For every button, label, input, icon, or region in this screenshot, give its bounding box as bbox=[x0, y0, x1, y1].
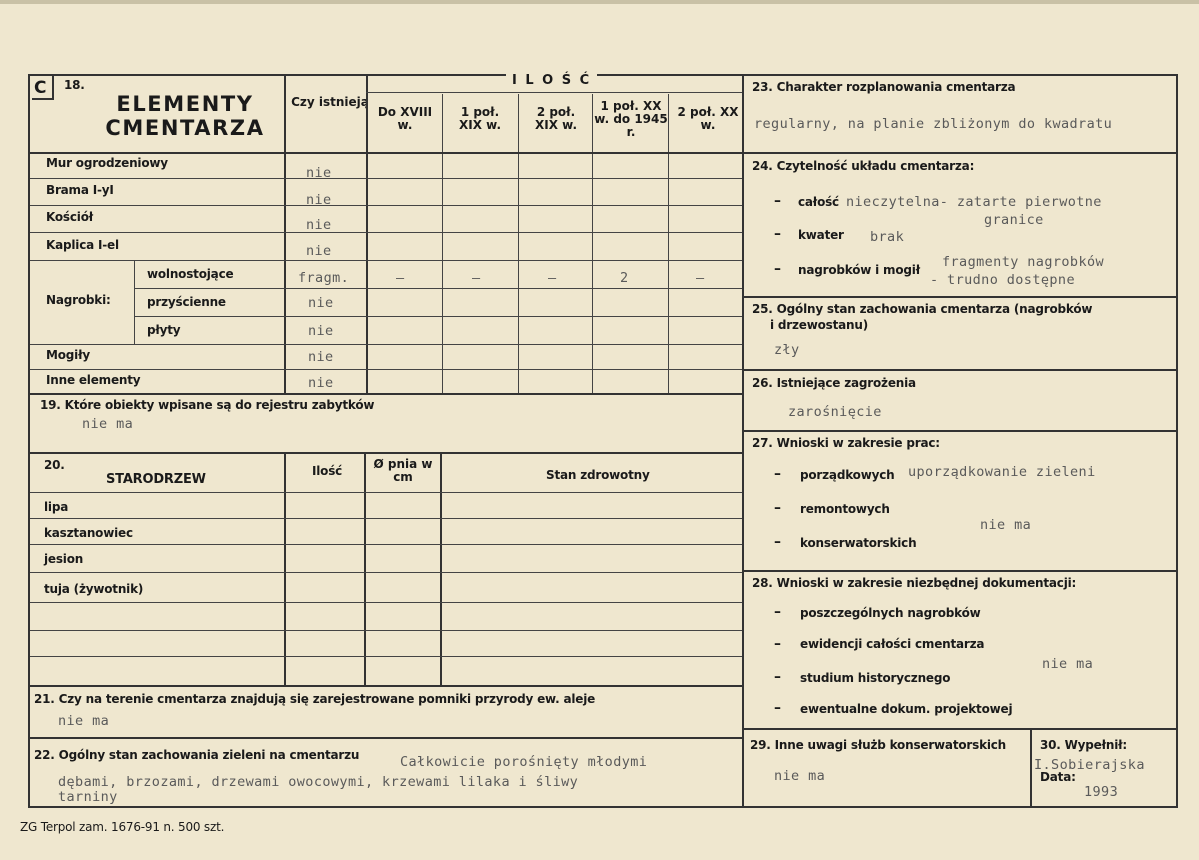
grid-line bbox=[742, 430, 1178, 432]
section-letter: C bbox=[34, 78, 47, 98]
grid-line bbox=[30, 452, 742, 454]
section-22-value-line2: dębami, brzozami, drzewami owocowymi, krzewami lilaka i śliwy bbox=[58, 774, 579, 790]
bullet: – bbox=[774, 669, 781, 685]
form-frame bbox=[28, 74, 1178, 808]
element-row-free-standing: wolnostojące bbox=[147, 267, 234, 281]
date-value: 1993 bbox=[1084, 784, 1119, 800]
bullet: – bbox=[774, 500, 781, 516]
section-23-label: 23. Charakter rozplanowania cmentarza bbox=[752, 80, 1016, 94]
section-29-label: 29. Inne uwagi służb konserwatorskich bbox=[750, 738, 1007, 752]
quantity-header: I L O Ś Ć bbox=[506, 73, 597, 88]
element-row-other: Inne elementy bbox=[46, 373, 141, 387]
exists-value-slabs: nie bbox=[308, 323, 334, 339]
work-conservation-label: konserwatorskich bbox=[800, 536, 917, 550]
grid-line bbox=[30, 492, 742, 493]
section-20-number: 20. bbox=[44, 458, 65, 472]
elements-title-line1: ELEMENTY bbox=[116, 92, 254, 116]
section-18-number: 18. bbox=[64, 78, 85, 92]
grid-line bbox=[284, 452, 286, 686]
count-second-half-20c: – bbox=[696, 270, 705, 286]
work-cleanup-label: porządkowych bbox=[800, 468, 895, 482]
section-19-value: nie ma bbox=[82, 416, 134, 432]
section-27-label: 27. Wnioski w zakresie prac: bbox=[752, 436, 940, 450]
grid-line bbox=[30, 344, 742, 345]
section-23-value: regularny, na planie zbliżonym do kwadratu bbox=[754, 116, 1113, 132]
grid-line bbox=[30, 630, 742, 631]
doc-project-label: ewentualne dokum. projektowej bbox=[800, 702, 1013, 716]
grid-line bbox=[742, 369, 1178, 371]
tree-row-ash: jesion bbox=[44, 552, 84, 566]
doc-history-label: studium historycznego bbox=[800, 671, 951, 685]
doc-inventory-label: ewidencji całości cmentarza bbox=[800, 637, 985, 651]
filled-by-name: I.Sobierajska bbox=[1034, 757, 1145, 773]
doc-tombstones-label: poszczególnych nagrobków bbox=[800, 606, 981, 620]
grid-line bbox=[668, 94, 669, 394]
old-trees-title: STARODRZEW bbox=[106, 472, 206, 487]
element-row-gate: Brama I-yI bbox=[46, 183, 114, 197]
grid-line bbox=[442, 94, 443, 394]
bullet: – bbox=[774, 604, 781, 620]
grid-line bbox=[30, 602, 742, 603]
layout-quarters-label: kwater bbox=[798, 228, 844, 242]
element-row-graves: Mogiły bbox=[46, 348, 90, 362]
exists-value-wall-mounted: nie bbox=[308, 295, 334, 311]
section-26-label: 26. Istniejące zagrożenia bbox=[752, 376, 916, 390]
grid-line bbox=[30, 152, 742, 154]
grid-line bbox=[30, 685, 742, 687]
grid-line bbox=[592, 94, 593, 394]
nagrobki-label: Nagrobki: bbox=[46, 293, 111, 307]
bullet: – bbox=[774, 193, 781, 209]
section-26-value: zarośnięcie bbox=[788, 404, 882, 420]
tree-row-horse-chestnut: kasztanowiec bbox=[44, 526, 133, 540]
grid-line bbox=[440, 452, 442, 686]
grid-line bbox=[30, 260, 742, 261]
exists-value-graves: nie bbox=[308, 349, 334, 365]
grid-line bbox=[30, 205, 742, 206]
grid-line bbox=[30, 178, 742, 179]
layout-whole-label: całość bbox=[798, 195, 839, 209]
grid-line bbox=[134, 316, 742, 317]
layout-whole-value-line2: granice bbox=[984, 212, 1044, 228]
section-25-label-line2: i drzewostanu) bbox=[770, 318, 868, 332]
doc-value: nie ma bbox=[1042, 656, 1094, 672]
layout-whole-value-line1: nieczytelna- zatarte pierwotne bbox=[846, 194, 1102, 210]
section-21-label: 21. Czy na terenie cmentarza znajdują się zarejestrowane pomniki przyrody ew. aleje bbox=[34, 692, 596, 706]
exists-value-gate: nie bbox=[306, 192, 332, 208]
grid-line bbox=[742, 76, 744, 808]
grid-line bbox=[134, 288, 742, 289]
grid-line bbox=[30, 369, 742, 370]
grid-line bbox=[366, 92, 742, 93]
grid-line bbox=[742, 570, 1178, 572]
col-second-half-19c-header: 2 poł. XIX w. bbox=[534, 105, 578, 132]
grid-line bbox=[30, 393, 742, 395]
bullet: – bbox=[774, 466, 781, 482]
grid-line bbox=[30, 572, 742, 573]
bullet: – bbox=[774, 700, 781, 716]
count-first-half-20c: 2 bbox=[620, 270, 629, 286]
col-quantity-header: Ilość bbox=[312, 464, 343, 478]
section-22-value-line1: Całkowicie porośnięty młodymi bbox=[400, 754, 648, 770]
section-25-value: zły bbox=[774, 342, 800, 358]
exists-value-free-standing: fragm. bbox=[298, 270, 350, 286]
work-repair-label: remontowych bbox=[800, 502, 890, 516]
bullet: – bbox=[774, 636, 781, 652]
section-25-label-line1: 25. Ogólny stan zachowania cmentarza (nagrobków bbox=[752, 302, 1093, 316]
exists-value-other: nie bbox=[308, 375, 334, 391]
work-value: nie ma bbox=[980, 517, 1032, 533]
elements-title-line2: CMENTARZA bbox=[105, 116, 265, 140]
exists-value-church: nie bbox=[306, 217, 332, 233]
bullet: – bbox=[774, 226, 781, 242]
section-30-label: 30. Wypełnił: bbox=[1040, 738, 1127, 752]
grid-line bbox=[30, 518, 742, 519]
section-24-label: 24. Czytelność układu cmentarza: bbox=[752, 159, 975, 173]
col-to-18c-header: Do XVIII w. bbox=[377, 105, 433, 132]
layout-graves-value-line1: fragmenty nagrobków bbox=[942, 254, 1105, 270]
element-row-chapel: Kaplica I-el bbox=[46, 238, 119, 252]
grid-line bbox=[30, 737, 742, 739]
section-28-label: 28. Wnioski w zakresie niezbędnej dokumentacji: bbox=[752, 576, 1077, 590]
grid-line bbox=[742, 296, 1178, 298]
date-label: Data: bbox=[1040, 770, 1076, 784]
grid-line bbox=[30, 232, 742, 233]
element-row-church: Kościół bbox=[46, 210, 93, 224]
element-row-wall: Mur ogrodzeniowy bbox=[46, 156, 168, 170]
element-row-wall-mounted: przyścienne bbox=[147, 295, 226, 309]
exists-value-wall: nie bbox=[306, 165, 332, 181]
col-exists-header: Czy istnieją bbox=[291, 95, 369, 109]
bullet: – bbox=[774, 261, 781, 277]
element-row-slabs: płyty bbox=[147, 323, 181, 337]
exists-value-chapel: nie bbox=[306, 243, 332, 259]
count-first-half-19c: – bbox=[472, 270, 481, 286]
tree-row-thuja: tuja (żywotnik) bbox=[44, 582, 144, 596]
section-29-value: nie ma bbox=[774, 768, 826, 784]
col-first-half-19c-header: 1 poł. XIX w. bbox=[458, 105, 502, 132]
work-cleanup-value: uporządkowanie zieleni bbox=[908, 464, 1096, 480]
count-second-half-19c: – bbox=[548, 270, 557, 286]
grid-line bbox=[742, 728, 1178, 730]
section-19-label: 19. Które obiekty wpisane są do rejestru zabytków bbox=[40, 398, 375, 412]
col-health-header: Stan zdrowotny bbox=[546, 468, 650, 482]
grid-line bbox=[134, 260, 135, 344]
col-second-half-20c-header: 2 poł. XX w. bbox=[677, 105, 739, 132]
bullet: – bbox=[774, 534, 781, 550]
count-to-18c: – bbox=[396, 270, 405, 286]
grid-line bbox=[518, 94, 519, 394]
section-21-value: nie ma bbox=[58, 713, 110, 729]
grid-line bbox=[284, 76, 286, 394]
tree-row-lime: lipa bbox=[44, 500, 69, 514]
grid-line bbox=[30, 656, 742, 657]
col-diameter-header: Ø pnia w cm bbox=[373, 457, 433, 484]
grid-line bbox=[364, 452, 366, 686]
grid-line bbox=[742, 152, 1178, 154]
layout-graves-label: nagrobków i mogił bbox=[798, 263, 920, 277]
layout-quarters-value: brak bbox=[870, 229, 905, 245]
grid-line bbox=[366, 76, 368, 394]
section-22-value-line3: tarniny bbox=[58, 789, 118, 805]
section-22-label: 22. Ogólny stan zachowania zieleni na cmentarzu bbox=[34, 748, 360, 762]
grid-line bbox=[1030, 728, 1032, 808]
col-first-half-20c-header: 1 poł. XX w. do 1945 r. bbox=[594, 99, 668, 139]
printer-imprint: ZG Terpol zam. 1676-91 n. 500 szt. bbox=[20, 820, 225, 834]
grid-line bbox=[30, 544, 742, 545]
layout-graves-value-line2: - trudno dostępne bbox=[930, 272, 1075, 288]
